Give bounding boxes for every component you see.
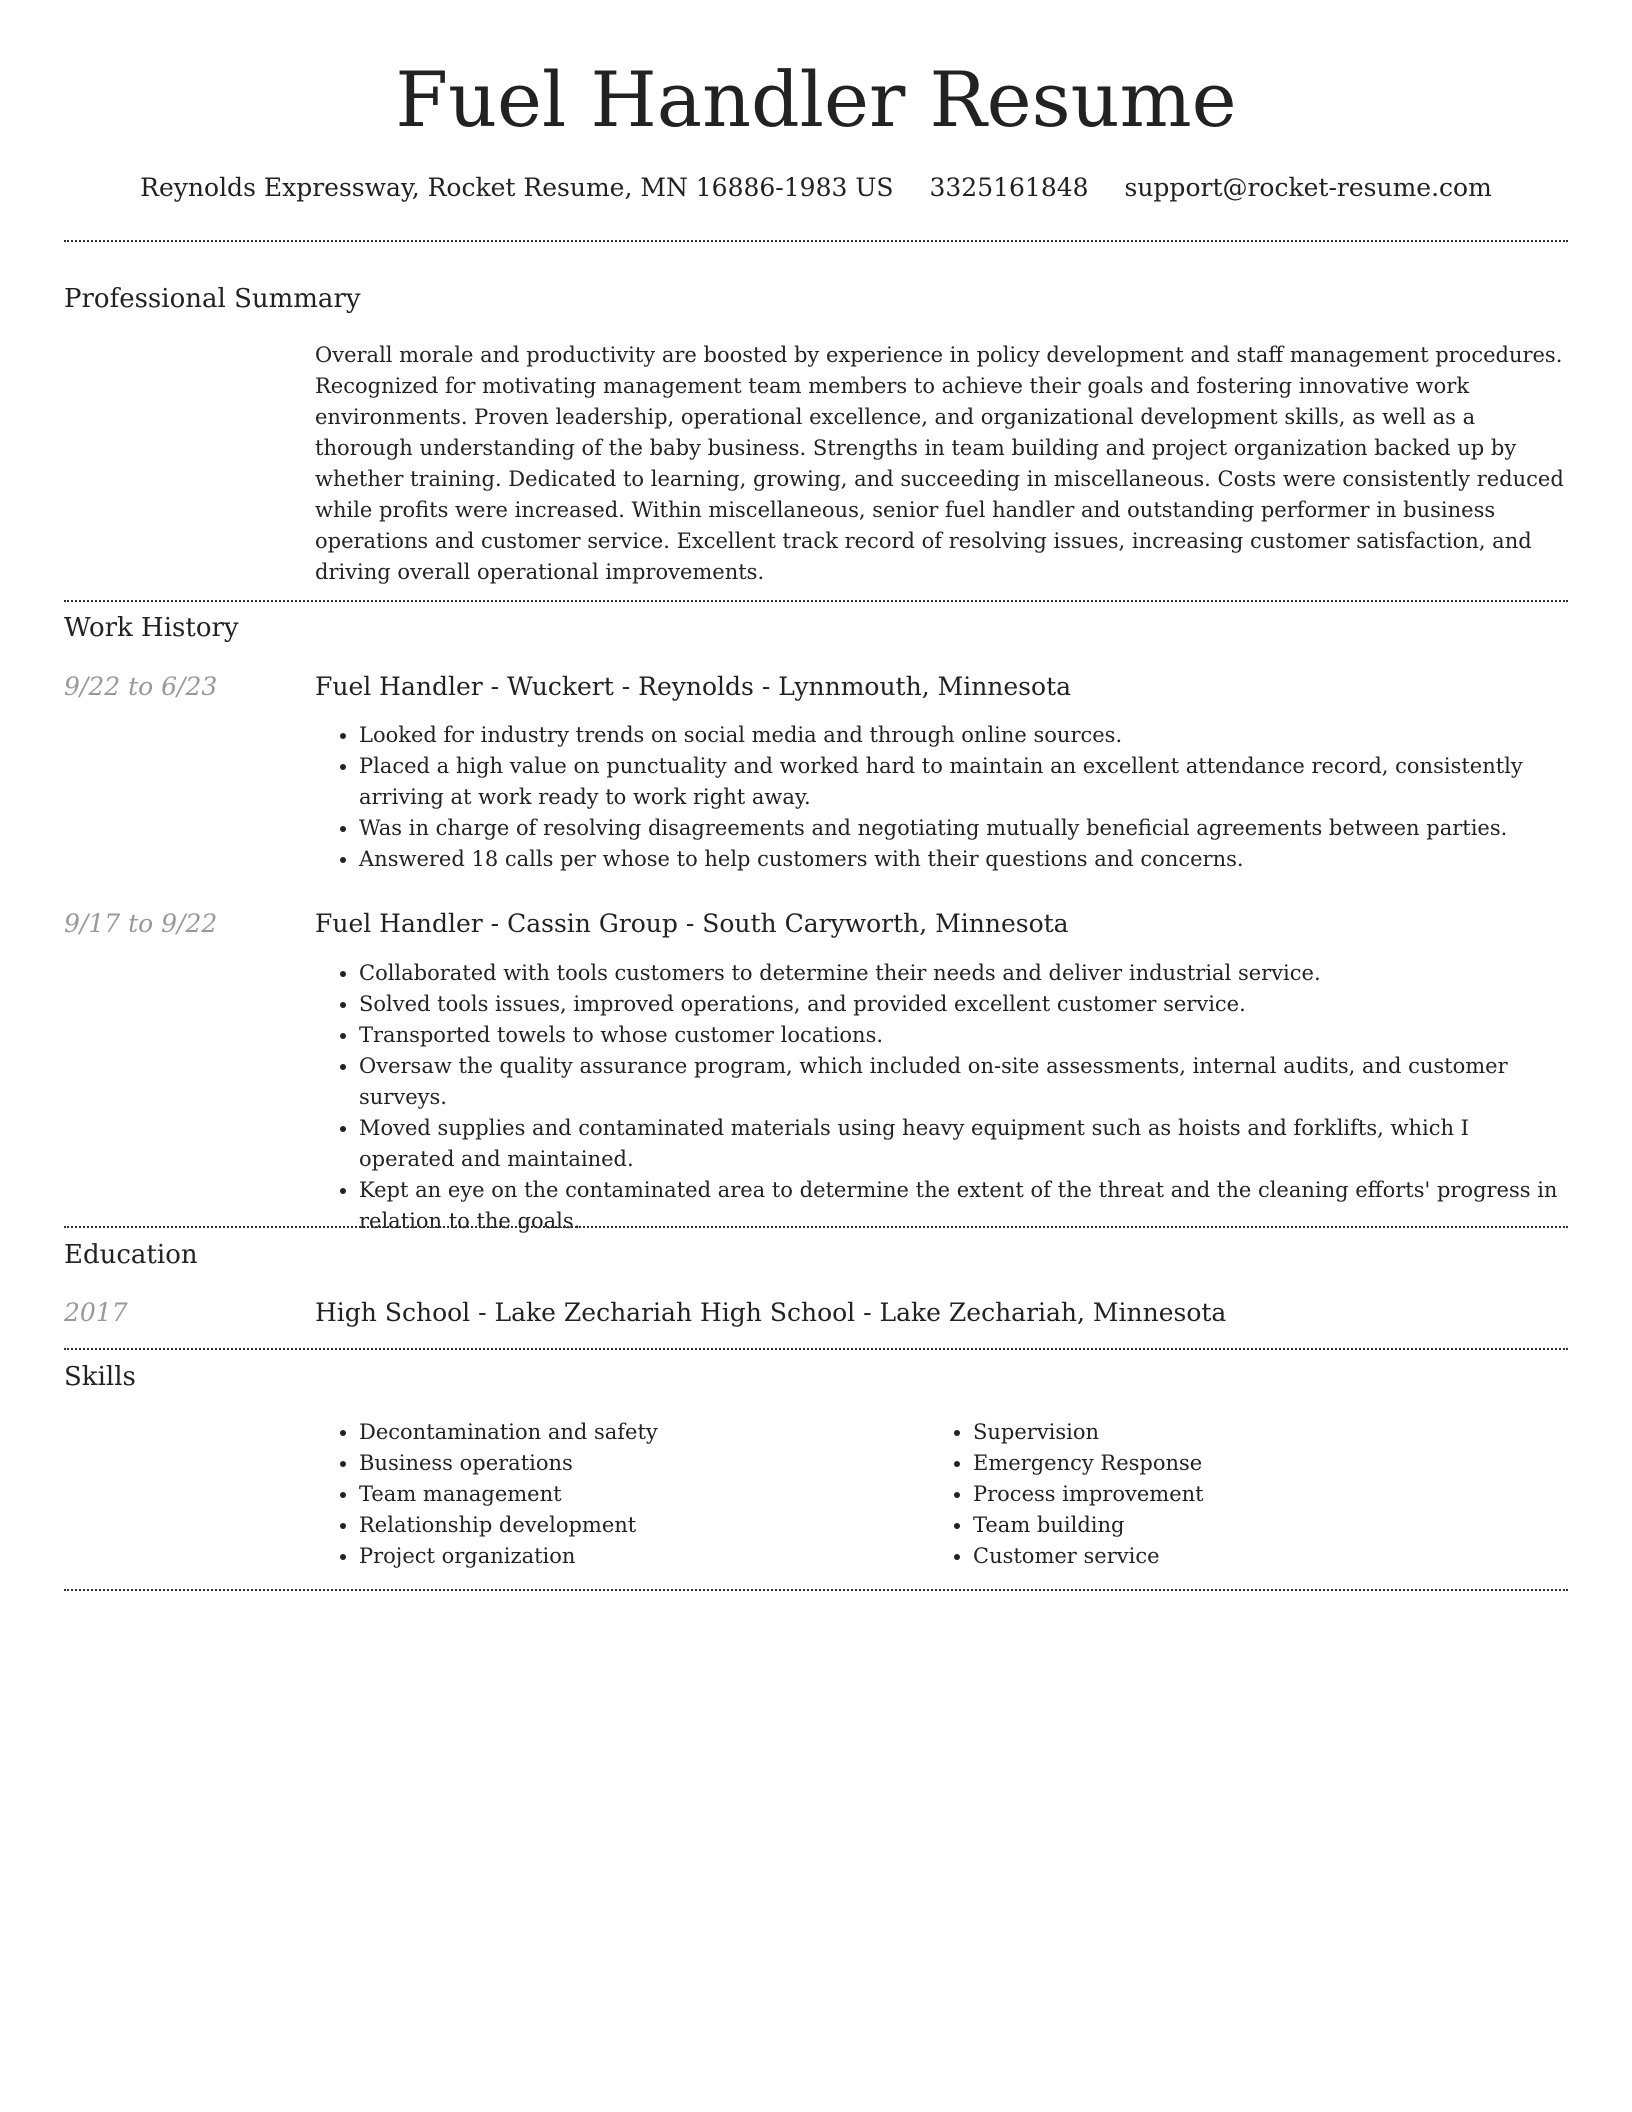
skill-item: • Team management — [359, 1479, 915, 1510]
job-bullets — [315, 720, 1565, 875]
divider — [64, 1348, 1568, 1350]
job-bullet: • Answered 18 calls per whose to help customers with their questions and concerns. — [359, 844, 1565, 875]
job-bullet: • Placed a high value on punctuality and worked hard to maintain an excellent attendance record, consistently arriving at work ready to work right away. — [359, 751, 1565, 813]
divider — [64, 1589, 1568, 1591]
divider — [64, 1226, 1568, 1228]
job-bullet: • Was in charge of resolving disagreements and negotiating mutually beneficial agreements between parties. — [359, 813, 1565, 844]
skill-item: • Business operations — [359, 1448, 915, 1479]
job-bullet: • Moved supplies and contaminated materials using heavy equipment such as hoists and forklifts, which I operated and maintained. — [359, 1113, 1565, 1175]
skill-item: • Emergency Response — [973, 1448, 1529, 1479]
job-bullets — [315, 958, 1565, 1237]
section-heading-education: Education — [64, 1240, 198, 1270]
resume-title: Fuel Handler Resume — [395, 55, 1237, 144]
education-title: High School - Lake Zechariah High School - Lake Zechariah, Minnesota — [315, 1298, 1227, 1327]
skill-item: • Decontamination and safety — [359, 1417, 915, 1448]
job-dates: 9/17 to 9/22 — [64, 909, 218, 938]
contact-phone: 3325161848 — [929, 173, 1089, 202]
job-bullet: • Solved tools issues, improved operations, and provided excellent customer service. — [359, 989, 1565, 1020]
job-bullet: • Looked for industry trends on social media and through online sources. — [359, 720, 1565, 751]
contact-address: Reynolds Expressway, Rocket Resume, MN 16886-1983 US — [140, 173, 894, 202]
section-heading-work: Work History — [64, 613, 239, 643]
education-year: 2017 — [64, 1298, 128, 1327]
job-title: Fuel Handler - Wuckert - Reynolds - Lynnmouth, Minnesota — [315, 672, 1072, 701]
skill-item: • Customer service — [973, 1541, 1529, 1572]
skill-item: • Process improvement — [973, 1479, 1529, 1510]
divider — [64, 240, 1568, 242]
section-heading-summary: Professional Summary — [64, 284, 361, 314]
skill-item: • Supervision — [973, 1417, 1529, 1448]
section-heading-skills: Skills — [64, 1362, 136, 1392]
job-bullet: • Oversaw the quality assurance program, which included on-site assessments, internal audits, and customer surveys. — [359, 1051, 1565, 1113]
contact-email: support@rocket-resume.com — [1124, 173, 1492, 202]
skill-item: • Team building — [973, 1510, 1529, 1541]
job-dates: 9/22 to 6/23 — [64, 672, 218, 701]
summary-text: Overall morale and productivity are boosted by experience in policy development and staff management procedures. Recognized for motivating management team members to achieve their goals and fostering innovative work environments. Proven leadership, operational excellence, and organizational development skills, as well as a thorough understanding of the baby business. Strengths in team building and project organization backed up by whether training. Dedicated to learning, growing, and succeeding in miscellaneous. Costs were consistently reduced while profits were increased. Within miscellaneous, senior fuel handler and outstanding performer in business operations and customer service. Excellent track record of resolving issues, increasing customer satisfaction, and driving overall operational improvements. — [315, 343, 1564, 584]
job-title: Fuel Handler - Cassin Group - South Caryworth, Minnesota — [315, 909, 1069, 938]
skills-list-left — [315, 1417, 915, 1572]
skill-item: • Relationship development — [359, 1510, 915, 1541]
job-bullet: • Collaborated with tools customers to determine their needs and deliver industrial service. — [359, 958, 1565, 989]
skill-item: • Project organization — [359, 1541, 915, 1572]
job-bullet: • Kept an eye on the contaminated area to determine the extent of the threat and the cleaning efforts' progress in relation to the goals. — [359, 1175, 1565, 1237]
job-bullet: • Transported towels to whose customer locations. — [359, 1020, 1565, 1051]
skills-list-right — [929, 1417, 1529, 1572]
contact-line — [64, 168, 1568, 208]
divider — [64, 600, 1568, 602]
